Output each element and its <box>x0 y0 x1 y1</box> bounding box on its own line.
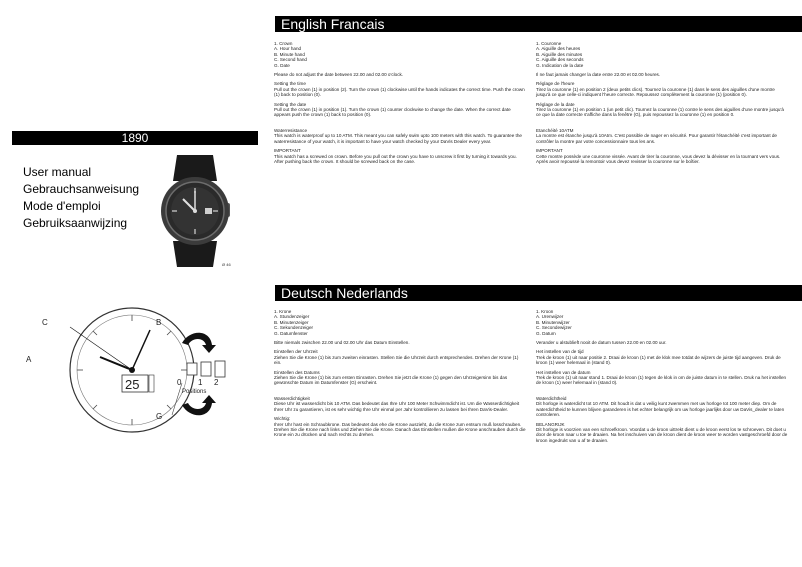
german-important: Wichtig: Ihrer Uhr hast ein Schraubkrone. Das bedeutet das ehe die Krone auszieht, du die Krone zum entsum muß losschrauben. Drehen Sie die Krone nach links und Ziehen Sie die Krone. Danach das Einstellen mußen die Krone anschrauben durch die Krone ein zu drücken und nach rechts zu drehen. <box>274 416 526 438</box>
dutch-time: Het instellen van de tijd Trek de kroon (1) uit naar positie 2. Draai de kroon (1) met de klok mee totdat de wijzers de juiste tijd aangeven. Druk de kroon (1) weer helemaal in (stand 0). <box>536 349 781 366</box>
manual-titles <box>23 164 139 232</box>
title-gebruiksaanwijzing: Gebruiksaanwijzing <box>23 216 128 230</box>
french-important: IMPORTANT Cette montre possède une couronne vissée. Avant de tirer la couronne, vous devez la dévisser en la tournant vers vous. Après avoir repoussé la remontoir vous devez revisser la couronne sur le boîtier. <box>536 148 781 164</box>
english-column <box>274 41 526 168</box>
label-c: C <box>42 318 48 327</box>
german-note: Bitte niemals zwischen 22.00 und 02.00 Uhr das Datum Einstellen. <box>274 340 410 346</box>
title-mode-emploi: Mode d'emploi <box>23 199 101 213</box>
english-date: Setting the date Pull out the crown (1) in position (1). Turn the crown (1) counter clockwise to change the date. When the correct date appears push the crown (1) back to position (0). <box>274 101 511 118</box>
french-date: Réglage de la date Tirez la couronne (1) en position 1 (un petit clic). Tournez la couronne (1) contre le sens des aiguilles d'une montre jusqu'à ce que la date correcte s'affiche dans la fenêtre (G), puis repoussez la couronne (1) en position 0. <box>536 101 784 118</box>
section-header-de-nl: Deutsch Nederlands <box>275 285 802 301</box>
date-window: 25 <box>125 377 140 392</box>
watch-size-caption: Ø 46 <box>222 262 231 267</box>
dutch-date: Het instellen van de datum Trek de kroon (1) uit naar stand 1. Draai de kroon (1) tegen de klok in om de juiste datum in te stellen. Druk na het instellen de kroon (1) weer helemaal in (stand 0). <box>536 369 787 386</box>
english-parts: 1. Crown A. Hour hand B. Minute hand C. Second hand G. Date <box>274 41 307 68</box>
dutch-column <box>536 309 788 447</box>
label-b: B <box>156 318 162 327</box>
model-number: 1890 <box>12 131 258 145</box>
title-gebrauchsanweisung: Gebrauchsanweisung <box>23 182 140 196</box>
german-parts: 1. Krone A. Stundenzeiger B. Minutenzeiger C. Sekundenzeiger G. Datumfenster <box>274 309 314 336</box>
french-parts: 1. Couronne A. Aiguille des heures B. Aiguille des minutes C. Aiguille des seconds G. Indication de la date <box>536 41 584 68</box>
english-note: Please do not adjust the date between 22.00 and 02.00 o'clock. <box>274 72 404 78</box>
position-1: 1 <box>198 378 203 387</box>
french-note: Il ne faut jamais changer la date entre 22.00 et 02.00 heures. <box>536 72 661 78</box>
german-water: Wasserdichtigkeit Diese Uhr ist wasserdicht bis 10 ATM. Das bedeutet das Ihre Uhr 100 Meter Schwimmdicht ist. Um die Wasserdichtigkeit Ihrer Uhr zu garantieren, ist es sehr wichtig Ihre Uhr einmal per Jahr kontrollieren zu lassen bei Ihren DaVis-Dealer. <box>274 395 520 412</box>
german-column <box>274 309 526 442</box>
french-column <box>536 41 788 168</box>
french-water: Etanchéité 10ATM La montre est étanche jusqu'à 10Atm. C'est possible de nager en sécurité. Pour garantir l'étanchéité c'est important de contrôler la montre par votre concessionnaire tous les ans. <box>536 127 777 144</box>
section-header-en-fr: English Francais <box>275 16 802 32</box>
title-user-manual: User manual <box>23 165 92 179</box>
position-2: 2 <box>214 378 219 387</box>
watch-photo <box>155 155 235 267</box>
dutch-parts: 1. Kroon A. Urenwijzer B. Minutenwijzer C. Secondewijzer G. Datum <box>536 309 572 336</box>
english-time: Setting the time Pull out the crown (1) in position (2). Turn the crown (1) clockwise until the hands indicates the correct time. Push the crown (1) back to position (0). <box>274 81 525 98</box>
english-water: Waterresistance This watch is waterproof up to 10 ATM. This meant you can safely swim upto 100 meters with this watch. To guarantee the waterresistance of your watch, it is important to have your watch checked by your DaVis Dealer every year. <box>274 127 522 144</box>
label-a: A <box>26 355 32 364</box>
english-important: IMPORTANT This watch has a screwed on crown. Before you pull out the crown you have to unscrew it first by turning it towards you. After pushing back the crown. It should be screwed back on the case. <box>274 148 517 164</box>
dutch-water: Waterdichtheid Dit horloge is waterdicht tot 10 ATM. Dit houdt is dat u veilig kunt zwemmen met uw horloge tot 100 meter diep. Om de waterdichtheid te kunnen blijven garanderen is het echter belangrijk om uw horloge jaarlijks door uw DaVis_dealer te laten controleren. <box>536 395 785 418</box>
crown-positions-diagram <box>22 305 262 435</box>
dutch-important: BELANGRIJK Dit horloge is voorzien van een schroefkroon. Voordat u de kroon uittrekt dient u de kroon eerst los te schroeven. Dit doet u door de kroon naar u toe te draaien. Na het inschuiven van de kroon dient de kroon weer te worden vastgeschroefd door de kroon ingedrukt van u af te draaien. <box>536 421 788 443</box>
german-date: Einstellen des Datums Ziehen Sie die Krone (1) bis zum ersten Einrasten. Drehen Sie jetzt die Krone (1) gegen den Uhrzeigersinn bis das gewünschte Datum im Datumfenster (G) erscheint. <box>274 369 508 386</box>
crown-stems <box>187 361 225 377</box>
label-g: G <box>156 412 163 421</box>
positions-label: Positions <box>182 389 207 395</box>
position-0: 0 <box>177 378 182 387</box>
dutch-note: Verander u alstublieft nooit de datum tussen 22.00 en 02.00 uur. <box>536 340 667 346</box>
french-time: Réglage de l'heure Tirez la couronne (1) en position 2 (deux petits clics). Tournez la couronne (1) dans le sens des aiguilles d'une montre jusqu'à ce que celle-ci indiquent l'heure correcte. Repoussez complètement la couronne (1) (position 0). <box>536 81 775 98</box>
german-time: Einstellen der Uhrzeit Ziehen Sie die Krone (1) bis zum zweiten einrasten. Stellen Sie die Uhrzeit durch entsprechendes. Drehen der Krone (1) ein. <box>274 349 519 366</box>
